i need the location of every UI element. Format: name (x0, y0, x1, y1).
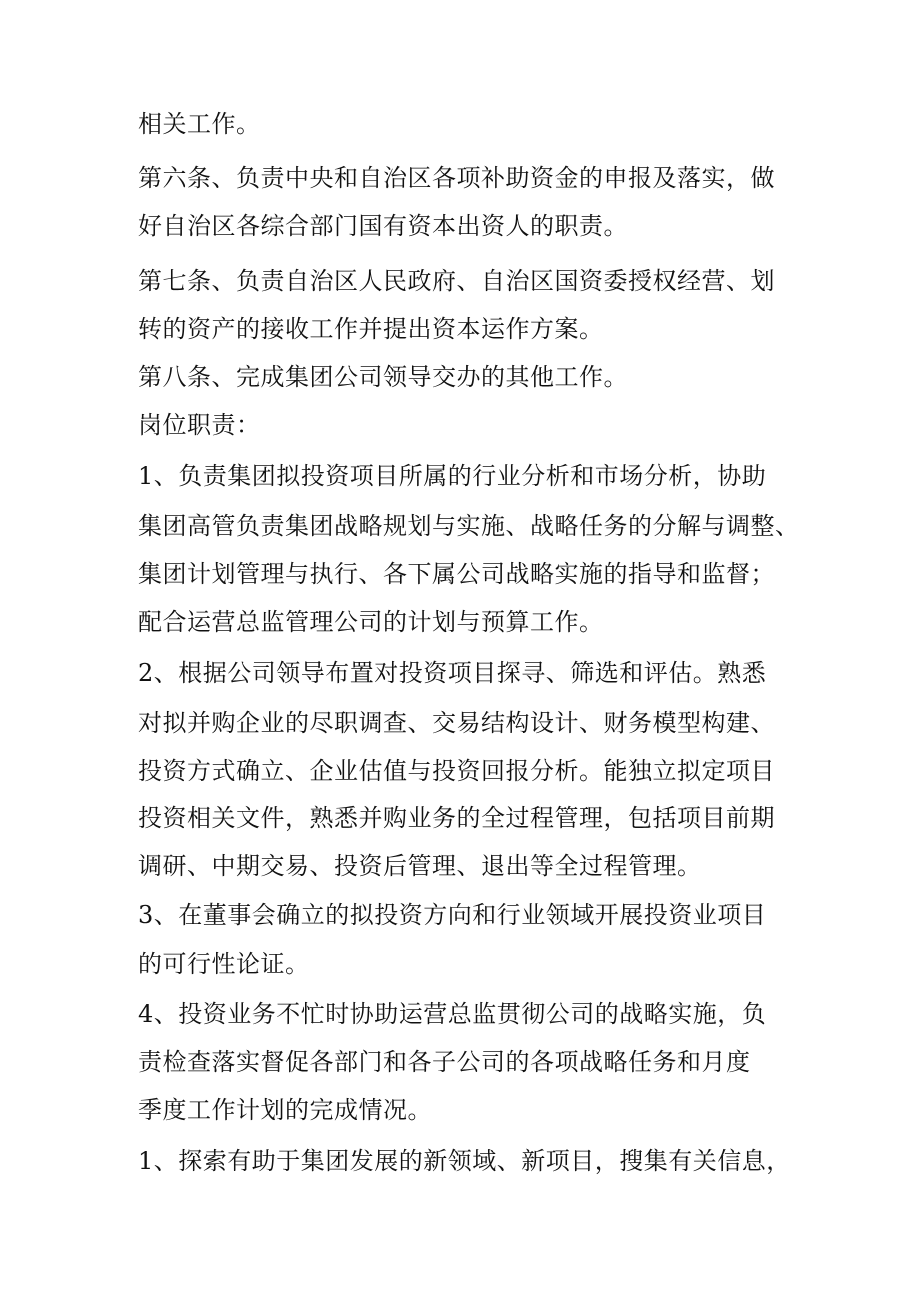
text-line: 1、负责集团拟投资项目所属的行业分析和市场分析，协助 (138, 462, 767, 490)
text-line: 第六条、负责中央和自治区各项补助资金的申报及落实，做 (138, 164, 775, 192)
text-line: 第七条、负责自治区人民政府、自治区国资委授权经营、划 (138, 267, 775, 295)
text-line: 1、探索有助于集团发展的新领域、新项目，搜集有关信息， (138, 1147, 791, 1175)
text-line: 相关工作。 (138, 110, 261, 138)
text-line: 季度工作计划的完成情况。 (138, 1096, 432, 1124)
text-line: 集团计划管理与执行、各下属公司战略实施的指导和监督； (138, 560, 775, 588)
text-line: 调研、中期交易、投资后管理、退出等全过程管理。 (138, 852, 702, 880)
text-line: 3、在董事会确立的拟投资方向和行业领域开展投资业项目 (138, 901, 767, 929)
text-line: 的可行性论证。 (138, 950, 310, 978)
text-line: 投资相关文件，熟悉并购业务的全过程管理，包括项目前期 (138, 804, 775, 832)
text-line: 集团高管负责集团战略规划与实施、战略任务的分解与调整、 (138, 512, 800, 540)
text-line: 对拟并购企业的尽职调查、交易结构设计、财务模型构建、 (138, 709, 775, 737)
text-line: 转的资产的接收工作并提出资本运作方案。 (138, 315, 604, 343)
text-line: 4、投资业务不忙时协助运营总监贯彻公司的战略实施，负 (138, 1000, 767, 1028)
text-line: 2、根据公司领导布置对投资项目探寻、筛选和评估。熟悉 (138, 659, 767, 687)
text-line: 投资方式确立、企业估值与投资回报分析。能独立拟定项目 (138, 757, 775, 785)
text-line: 好自治区各综合部门国有资本出资人的职责。 (138, 212, 628, 240)
text-line: 第八条、完成集团公司领导交办的其他工作。 (138, 363, 628, 391)
text-line: 责检查落实督促各部门和各子公司的各项战略任务和月度 (138, 1048, 751, 1076)
text-line: 配合运营总监管理公司的计划与预算工作。 (138, 608, 604, 636)
section-heading: 岗位职责： (138, 411, 261, 439)
